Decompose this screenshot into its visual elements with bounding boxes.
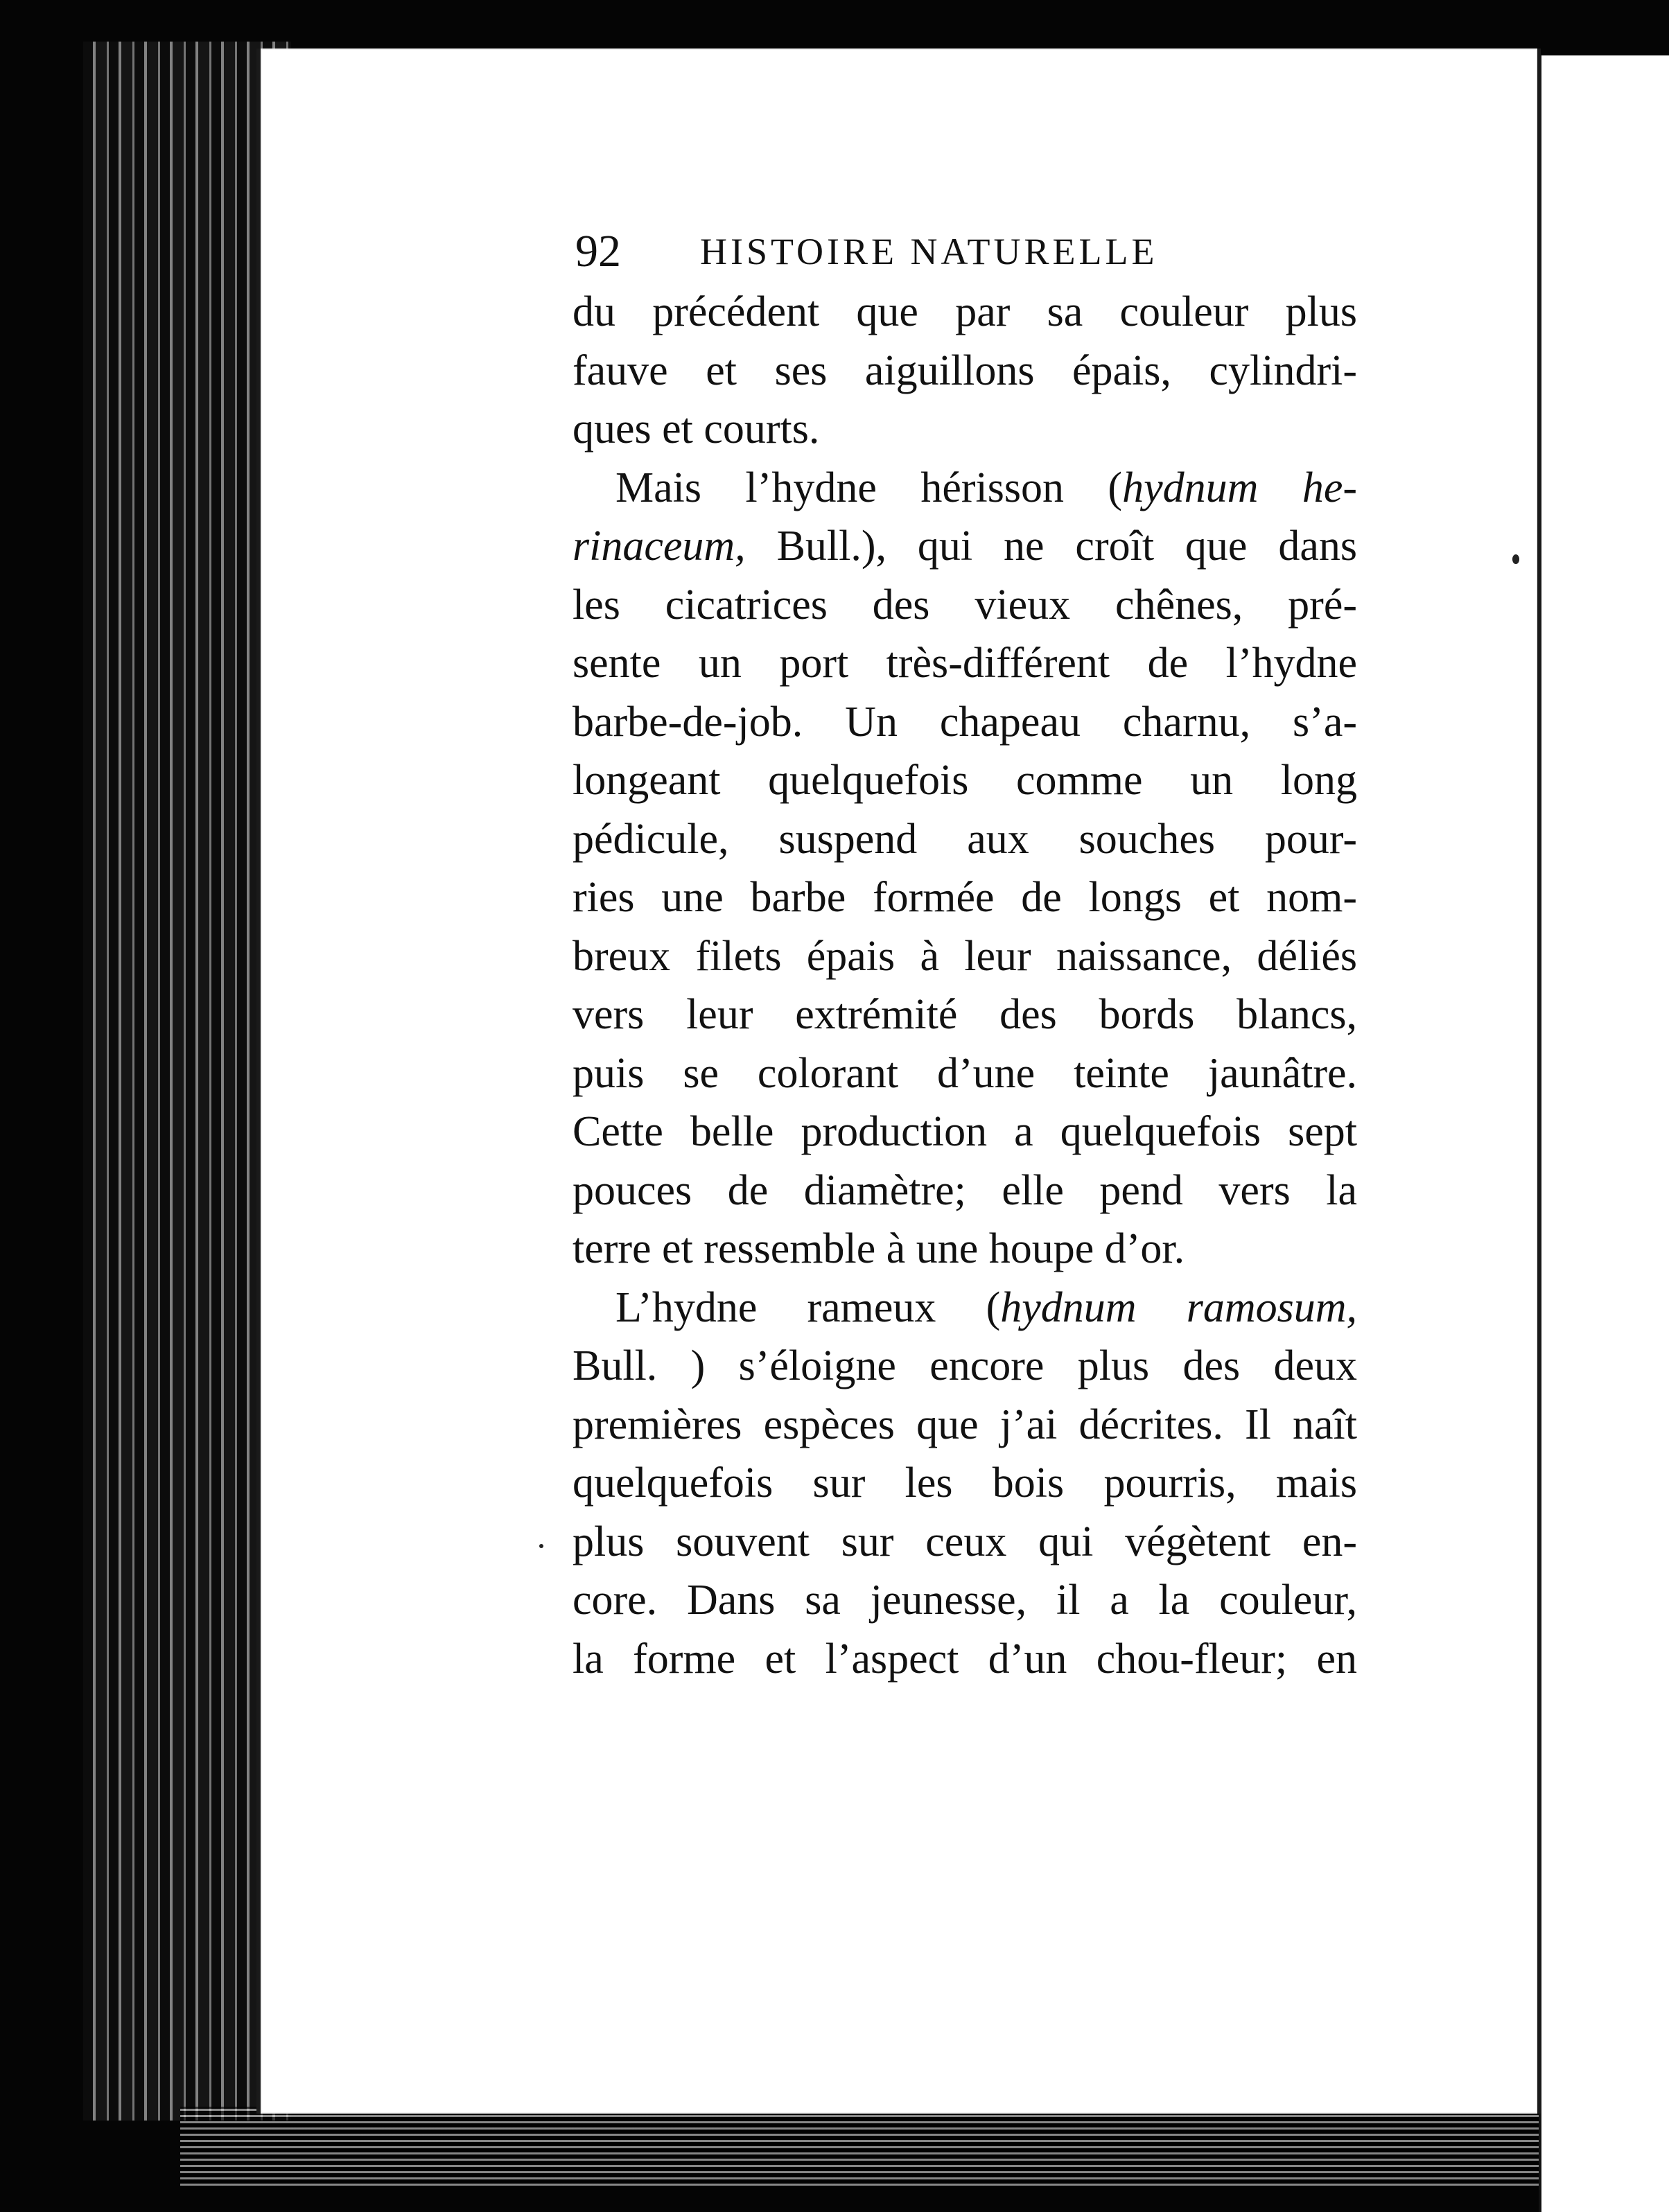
text-run: longeant quelquefois comme un long [573, 757, 1357, 804]
text-run: du précédent que par sa couleur plus [573, 288, 1357, 335]
text-run: L’hydne rameux ( [615, 1283, 1001, 1331]
text-line [573, 810, 1357, 869]
text-run: barbe-de-job. Un chapeau charnu, s’a- [573, 698, 1357, 746]
text-line [573, 1513, 1357, 1572]
text-line [573, 1630, 1357, 1689]
text-line [573, 517, 1357, 576]
text-run: core. Dans sa jeunesse, il a la couleur, [573, 1577, 1357, 1624]
text-line [573, 693, 1357, 752]
text-run: sente un port très-différent de l’hydne [573, 640, 1357, 687]
text-run: Cette belle production a quelquefois sept [573, 1108, 1357, 1155]
page-number: 92 [575, 226, 621, 276]
facing-page-edge [1539, 55, 1669, 2212]
text-run: ries une barbe formée de longs et nom- [573, 874, 1357, 921]
text-run: fauve et ses aiguillons épais, cylindri- [573, 346, 1357, 394]
text-run: Bull.), qui ne croît que dans [745, 523, 1357, 570]
text-line [573, 634, 1357, 693]
text-run: pouces de diamètre; elle pend vers la [573, 1166, 1357, 1214]
running-head: HISTOIRE NATURELLE [700, 231, 1158, 272]
text-run: premières espèces que j’ai décrites. Il naît [573, 1401, 1357, 1448]
text-run: puis se colorant d’une teinte jaunâtre. [573, 1049, 1357, 1097]
text-line [573, 1044, 1357, 1103]
text-line [573, 1454, 1357, 1513]
text-run: plus souvent sur ceux qui végètent en- [573, 1518, 1357, 1565]
text-line [573, 1161, 1357, 1220]
text-line [573, 927, 1357, 986]
text-line [573, 576, 1357, 635]
body-text [573, 283, 1357, 1688]
text-run: la forme et l’aspect d’un chou-fleur; en [573, 1635, 1357, 1683]
text-run: breux filets épais à leur naissance, déliés [573, 932, 1357, 980]
text-line [573, 1396, 1357, 1455]
text-line [573, 1279, 1357, 1337]
text-run: vers leur extrémité des bords blancs, [573, 991, 1357, 1038]
italic-text: hydnum he- [1122, 464, 1357, 511]
italic-text: rinaceum, [573, 523, 746, 570]
text-line [573, 1220, 1357, 1279]
text-run: terre et ressemble à une houpe d’or. [573, 1225, 1185, 1272]
page-edges [180, 2107, 1566, 2190]
text-line [573, 985, 1357, 1044]
page-header [575, 220, 1352, 283]
text-line [573, 868, 1357, 927]
text-run: Bull. ) s’éloigne encore plus des deux [573, 1342, 1357, 1389]
ink-speck [1512, 554, 1519, 564]
text-run: les cicatrices des vieux chênes, pré- [573, 581, 1357, 629]
text-line [573, 1571, 1357, 1630]
text-run: ques et courts. [573, 405, 820, 453]
text-line [573, 1103, 1357, 1161]
text-line [573, 459, 1357, 518]
text-run: Mais l’hydne hérisson ( [615, 464, 1123, 511]
text-run: quelquefois sur les bois pourris, mais [573, 1459, 1357, 1507]
text-run: pédicule, suspend aux souches pour- [573, 815, 1357, 863]
text-line [573, 342, 1357, 401]
text-line [573, 400, 1357, 459]
italic-text: hydnum ramosum, [1000, 1283, 1357, 1331]
ink-speck [539, 1544, 543, 1548]
text-line [573, 751, 1357, 810]
text-line [573, 283, 1357, 342]
text-line [573, 1337, 1357, 1396]
